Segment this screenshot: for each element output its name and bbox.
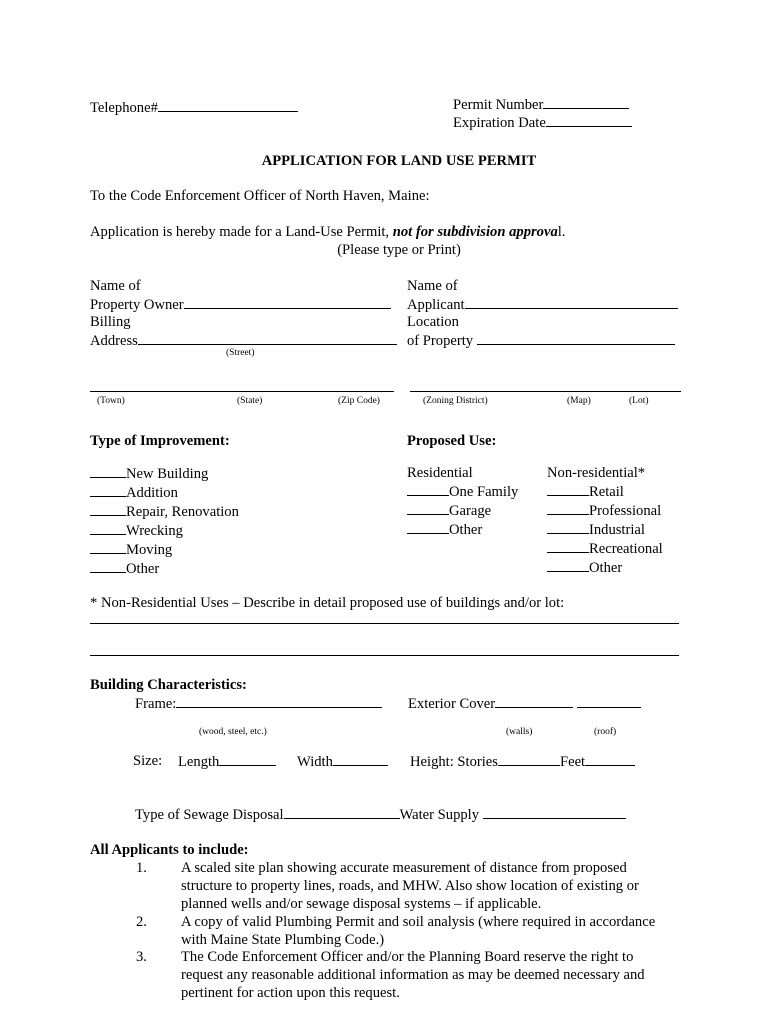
checkbox-blank[interactable]: [90, 502, 126, 516]
intro-emphasis: not for subdivision approva: [392, 224, 558, 240]
improvement-item[interactable]: [90, 502, 239, 521]
addressee: To the Code Enforcement Officer of North Haven, Maine:: [90, 188, 430, 204]
expiration-date-blank[interactable]: [546, 113, 632, 127]
include-item-1-num: 1.: [136, 860, 147, 876]
improvement-item[interactable]: [90, 540, 239, 559]
residential-list: [407, 464, 518, 539]
improvement-label: Wrecking: [126, 523, 183, 539]
applicant-name-of-label: Name of: [407, 278, 458, 294]
nonresidential-item[interactable]: [547, 539, 663, 558]
walls-blank[interactable]: [495, 694, 573, 708]
intro-text: [90, 223, 565, 241]
improvement-item[interactable]: [90, 559, 239, 578]
location-label: Location: [407, 314, 459, 330]
water-supply-label: Water Supply: [399, 807, 483, 823]
height-label: Height: Stories: [410, 754, 498, 770]
intro-text-before: Application is hereby made for a Land-Use Permit,: [90, 224, 393, 240]
checkbox-blank[interactable]: [407, 501, 449, 515]
location-of-property-field[interactable]: [407, 331, 675, 350]
improvement-item[interactable]: [90, 464, 239, 483]
checkbox-blank[interactable]: [407, 482, 449, 496]
billing-label: Billing: [90, 314, 131, 330]
frame-blank[interactable]: [176, 694, 382, 708]
checkbox-blank[interactable]: [547, 520, 589, 534]
proposed-use-heading: Proposed Use:: [407, 433, 497, 449]
sewage-label: Type of Sewage Disposal: [135, 807, 284, 823]
telephone-label: Telephone#: [90, 100, 158, 116]
include-line: The Code Enforcement Officer and/or the Planning Board reserve the right to: [181, 949, 634, 965]
checkbox-blank[interactable]: [547, 482, 589, 496]
height-field[interactable]: [410, 752, 635, 771]
billing-address-label: Address: [90, 333, 138, 349]
include-line: A copy of valid Plumbing Permit and soil analysis (where required in accordance: [181, 914, 656, 930]
length-blank[interactable]: [219, 752, 276, 766]
residential-item-label: One Family: [449, 484, 519, 500]
sewage-field[interactable]: [135, 805, 626, 824]
nonresidential-item-label: Retail: [589, 484, 624, 500]
description-line-2[interactable]: [90, 655, 679, 656]
zip-caption: (Zip Code): [338, 396, 380, 406]
include-line: with Maine State Plumbing Code.): [181, 932, 385, 948]
size-label: Size:: [133, 753, 163, 769]
improvement-label: Repair, Renovation: [126, 504, 239, 520]
of-property-label: of Property: [407, 333, 474, 349]
include-item-3: [181, 948, 645, 1002]
checkbox-blank[interactable]: [547, 501, 589, 515]
applicant-label: Applicant: [407, 297, 465, 313]
frame-label: Frame:: [135, 696, 177, 712]
nonresidential-item-label: Recreational: [589, 541, 663, 557]
width-field[interactable]: [297, 752, 388, 771]
expiration-date-label: Expiration Date: [453, 115, 546, 131]
checkbox-blank[interactable]: [90, 464, 126, 478]
frame-caption: (wood, steel, etc.): [199, 727, 267, 737]
include-item-2-num: 2.: [136, 914, 147, 930]
sewage-blank[interactable]: [284, 805, 400, 819]
include-line: structure to property lines, roads, and MHW. Also show location of existing or: [181, 878, 639, 894]
roof-blank[interactable]: [577, 694, 641, 708]
walls-caption: (walls): [506, 727, 533, 737]
nonresidential-label: Non-residential*: [547, 465, 646, 481]
state-caption: (State): [237, 396, 263, 406]
water-supply-blank[interactable]: [483, 805, 626, 819]
location-blank[interactable]: [477, 331, 675, 345]
improvement-item[interactable]: [90, 521, 239, 540]
improvement-list: [90, 464, 239, 578]
nonresidential-item[interactable]: [547, 501, 663, 520]
form-title: APPLICATION FOR LAND USE PERMIT: [261, 153, 537, 169]
expiration-date-field[interactable]: [453, 113, 632, 132]
checkbox-blank[interactable]: [90, 483, 126, 497]
telephone-field[interactable]: [90, 98, 298, 117]
include-line: request any reasonable additional information as may be deemed necessary and: [181, 967, 645, 983]
lot-caption: (Lot): [629, 396, 649, 406]
billing-address-blank[interactable]: [138, 331, 397, 345]
telephone-blank[interactable]: [158, 98, 298, 112]
print-instruction: (Please type or Print): [337, 242, 461, 258]
residential-item[interactable]: [407, 501, 518, 520]
map-caption: (Map): [567, 396, 591, 406]
description-line-1[interactable]: [90, 623, 679, 624]
include-line: planned wells and/or sewage disposal systems – if applicable.: [181, 896, 542, 912]
nonresidential-item[interactable]: [547, 482, 663, 501]
improvement-heading: Type of Improvement:: [90, 433, 230, 449]
improvement-label: New Building: [126, 466, 209, 482]
residential-item-label: Garage: [449, 503, 492, 519]
include-heading: All Applicants to include:: [90, 842, 249, 858]
zoning-map-lot-line[interactable]: [410, 391, 681, 392]
applicant-field[interactable]: [407, 295, 678, 314]
property-owner-blank[interactable]: [184, 295, 391, 309]
feet-label: Feet: [559, 754, 586, 770]
exterior-cover-field[interactable]: [408, 694, 641, 713]
nonresidential-list: [547, 464, 663, 577]
owner-name-of-label: Name of: [90, 278, 141, 294]
roof-caption: (roof): [594, 727, 617, 737]
property-owner-label: Property Owner: [90, 297, 184, 313]
nonresidential-item[interactable]: [547, 520, 663, 539]
improvement-label: Other: [126, 561, 160, 577]
improvement-item[interactable]: [90, 483, 239, 502]
checkbox-blank[interactable]: [547, 539, 589, 553]
checkbox-blank[interactable]: [547, 558, 589, 572]
checkbox-blank[interactable]: [90, 559, 126, 573]
zoning-caption: (Zoning District): [423, 396, 488, 406]
residential-label: Residential: [407, 465, 473, 481]
nonresidential-note: * Non-Residential Uses – Describe in detail proposed use of buildings and/or lot:: [90, 595, 565, 611]
improvement-label: Addition: [126, 485, 178, 501]
residential-item[interactable]: [407, 520, 518, 539]
stories-blank[interactable]: [498, 752, 560, 766]
length-field[interactable]: [178, 752, 276, 771]
checkbox-blank[interactable]: [90, 521, 126, 535]
street-caption: (Street): [226, 348, 255, 358]
include-item-1: [181, 859, 639, 913]
include-line: pertinent for action upon this request.: [181, 985, 400, 1001]
property-owner-field[interactable]: [90, 295, 391, 314]
applicant-blank[interactable]: [465, 295, 678, 309]
checkbox-blank[interactable]: [407, 520, 449, 534]
nonresidential-item-label: Professional: [589, 503, 662, 519]
include-item-2: [181, 913, 655, 949]
nonresidential-item-label: Other: [589, 560, 623, 576]
residential-item-label: Other: [449, 522, 483, 538]
residential-item[interactable]: [407, 482, 518, 501]
town-state-zip-line[interactable]: [90, 391, 394, 392]
building-heading: Building Characteristics:: [90, 677, 247, 693]
nonresidential-item[interactable]: [547, 558, 663, 577]
intro-text-after: l.: [557, 224, 566, 240]
frame-field[interactable]: [135, 694, 382, 713]
permit-number-field[interactable]: [453, 95, 629, 114]
include-line: A scaled site plan showing accurate measurement of distance from proposed: [181, 860, 627, 876]
permit-number-blank[interactable]: [543, 95, 629, 109]
feet-blank[interactable]: [585, 752, 635, 766]
include-item-3-num: 3.: [136, 949, 147, 965]
permit-number-label: Permit Number: [453, 97, 544, 113]
town-caption: (Town): [97, 396, 125, 406]
width-blank[interactable]: [333, 752, 388, 766]
nonresidential-item-label: Industrial: [589, 522, 645, 538]
checkbox-blank[interactable]: [90, 540, 126, 554]
width-label: Width: [297, 754, 333, 770]
improvement-label: Moving: [126, 542, 173, 558]
length-label: Length: [178, 754, 220, 770]
exterior-cover-label: Exterior Cover: [408, 696, 496, 712]
